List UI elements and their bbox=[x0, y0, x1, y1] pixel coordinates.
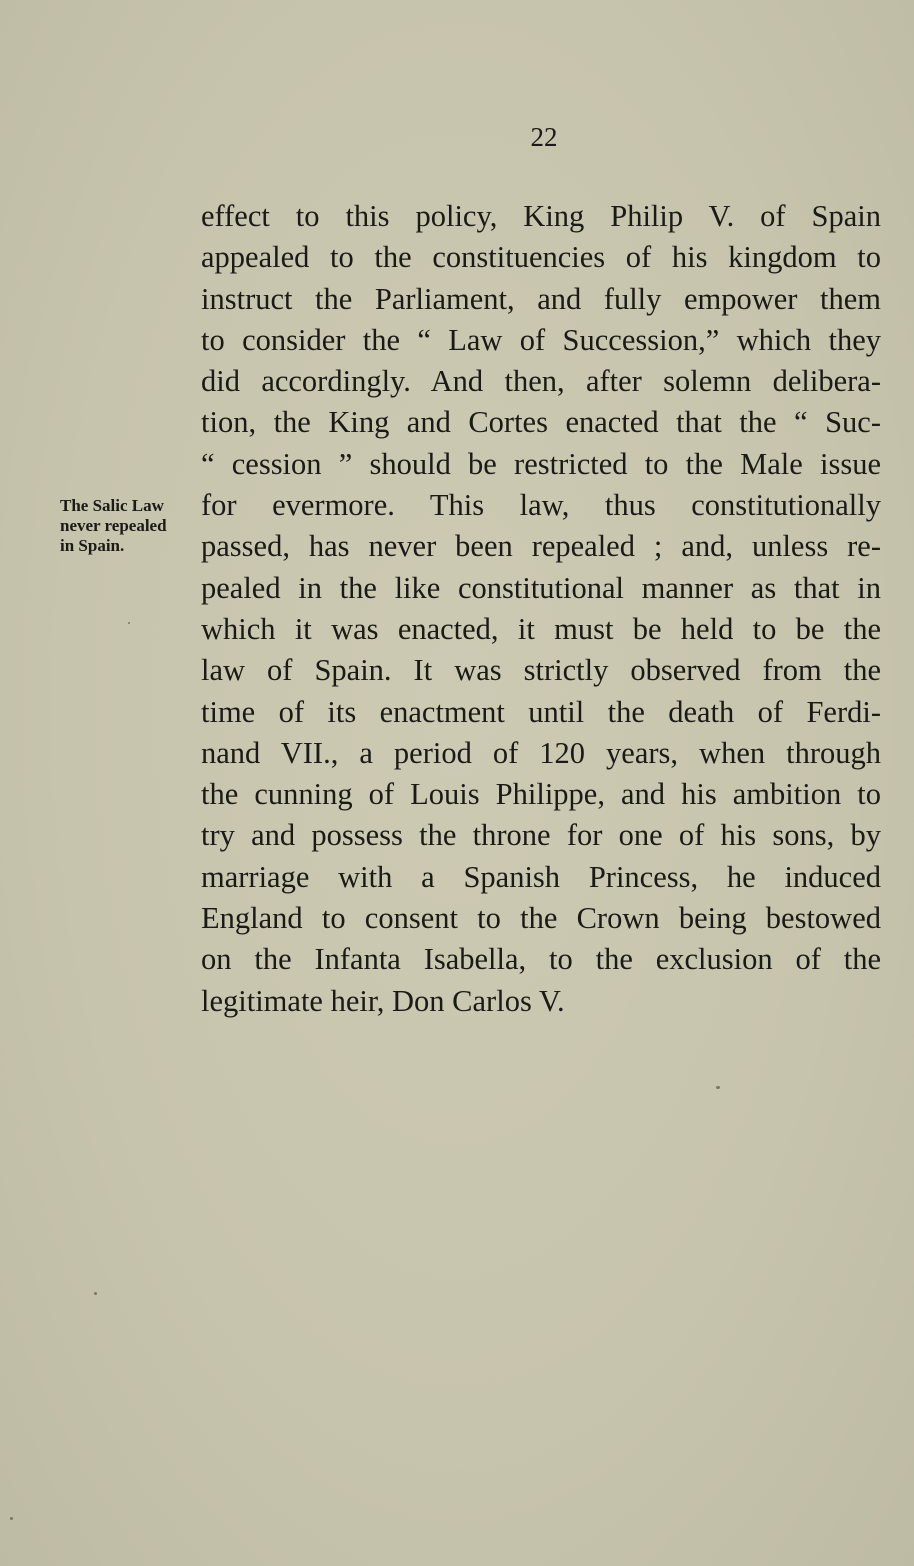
paper-speck bbox=[94, 1292, 97, 1295]
text-line: England to consent to the Crown being bestowed bbox=[201, 901, 881, 936]
paper-speck bbox=[10, 1517, 13, 1520]
text-line: law of Spain. It was strictly observed from the bbox=[201, 653, 881, 688]
text-line: for evermore. This law, thus constitutionally bbox=[201, 488, 881, 523]
text-line: on the Infanta Isabella, to the exclusion of the bbox=[201, 942, 881, 977]
text-line: marriage with a Spanish Princess, he induced bbox=[201, 859, 881, 894]
text-line: try and possess the throne for one of his sons, by bbox=[201, 818, 881, 853]
marginal-note-line: in Spain. bbox=[60, 536, 125, 555]
text-line: “ cession ” should be restricted to the Male issue bbox=[201, 446, 881, 481]
text-line: to consider the “ Law of Succession,” which they bbox=[201, 322, 881, 357]
paper-speck bbox=[128, 622, 130, 624]
text-line: effect to this policy, King Philip V. of Spain bbox=[201, 199, 881, 233]
text-line: legitimate heir, Don Carlos V. bbox=[201, 983, 565, 1018]
text-line: tion, the King and Cortes enacted that the “ Suc- bbox=[201, 405, 881, 440]
text-line: time of its enactment until the death of Ferdi- bbox=[201, 694, 881, 729]
marginal-note bbox=[60, 496, 200, 556]
text-line: passed, has never been repealed ; and, unless re- bbox=[201, 529, 881, 564]
marginal-note-line: never repealed bbox=[60, 516, 167, 535]
text-line: appealed to the constituencies of his kingdom to bbox=[201, 240, 881, 275]
text-line: pealed in the like constitutional manner as that in bbox=[201, 570, 881, 605]
paper-speck bbox=[716, 1086, 720, 1089]
text-line: nand VII., a period of 120 years, when through bbox=[201, 735, 881, 770]
text-line: the cunning of Louis Philippe, and his ambition to bbox=[201, 777, 881, 812]
body-text bbox=[201, 196, 881, 1022]
text-line: which it was enacted, it must be held to be the bbox=[201, 611, 881, 646]
text-line: did accordingly. And then, after solemn delibera- bbox=[201, 364, 881, 399]
page-number: 22 bbox=[530, 122, 558, 152]
text-line: instruct the Parliament, and fully empower them bbox=[201, 281, 881, 316]
marginal-note-line: The Salic Law bbox=[60, 496, 164, 515]
